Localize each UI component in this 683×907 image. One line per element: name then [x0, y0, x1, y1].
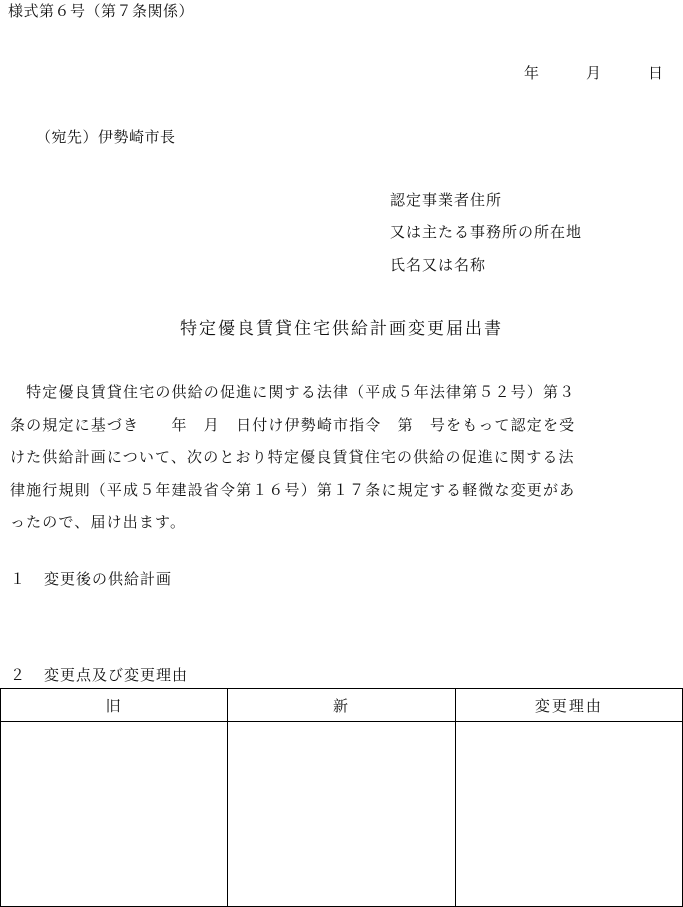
cell-old[interactable]	[1, 722, 228, 907]
document-title: 特定優良賃貸住宅供給計画変更届出書	[180, 319, 503, 339]
body-line: 特定優良賃貸住宅の供給の促進に関する法律（平成５年法律第５２号）第３	[10, 383, 576, 401]
section-2-number: ２	[10, 666, 27, 684]
section-1-number: １	[10, 570, 27, 588]
cell-new[interactable]	[228, 722, 455, 907]
date-line	[524, 62, 663, 83]
body-line: けた供給計画について、次のとおり特定優良賃貸住宅の供給の促進に関する法	[10, 448, 575, 466]
change-table	[0, 688, 683, 907]
applicant-office-label: 又は主たる事務所の所在地	[390, 223, 583, 241]
form-number: 様式第６号（第７条関係）	[8, 2, 195, 20]
cell-reason[interactable]	[455, 722, 682, 907]
applicant-address-label: 認定事業者住所	[390, 191, 503, 209]
header-old: 旧	[1, 689, 228, 722]
section-2-label: 変更点及び変更理由	[44, 666, 189, 684]
date-month-label: 月	[586, 64, 602, 82]
date-year-label: 年	[524, 64, 540, 82]
header-new: 新	[228, 689, 455, 722]
section-1-heading	[10, 568, 172, 589]
body-line: 条の規定に基づき 年 月 日付け伊勢崎市指令 第 号をもって認定を受	[10, 415, 576, 434]
header-reason: 変更理由	[455, 689, 682, 722]
section-1-label: 変更後の供給計画	[44, 570, 173, 588]
table-row	[1, 722, 683, 907]
body-line: ったので、届け出ます。	[10, 513, 187, 531]
body-paragraph	[10, 376, 678, 539]
addressee: （宛先）伊勢崎市長	[36, 128, 176, 146]
section-2-heading	[10, 664, 188, 685]
body-line: 律施行規則（平成５年建設省令第１６号）第１７条に規定する軽微な変更があ	[10, 480, 576, 499]
table-header-row	[1, 689, 683, 722]
applicant-name-label: 氏名又は名称	[390, 256, 487, 274]
date-day-label: 日	[648, 64, 664, 82]
